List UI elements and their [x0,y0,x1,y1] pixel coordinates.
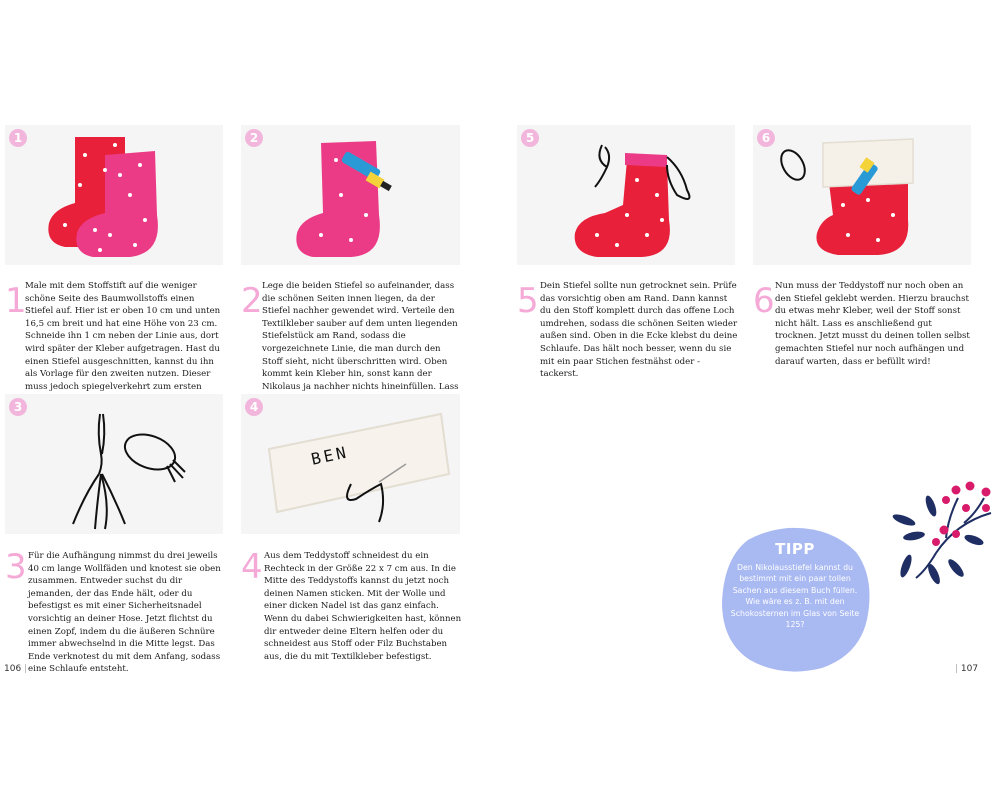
step-5-badge: 5 [521,129,539,147]
berry-sprig-decoration [886,478,996,588]
step-6-photo [753,125,971,265]
step-3-photo [5,394,223,534]
step-3-instructions: Für die Aufhängung nimmst du drei jeweils 40 cm lange Wollfäden und knotest sie oben zusammen. Entweder suchst du dir jemanden, der das Ende hält, oder du befestigst es mit einer Sicherheitsnadel vorsichtig an deiner Hose. Jetzt flichtst du einen Zopf, indem du die äußeren Schnüre immer abwechselnd in die Mitte legst. Das Ende verknotest du mit dem Anfang, sodass eine Schlaufe entsteht. [28,551,221,675]
tip-box [718,524,872,674]
step-6-instructions: Nun muss der Teddystoff nur noch oben an den Stiefel geklebt werden. Hierzu brauchst du etwas mehr Kleber, weil der Stoff sonst nicht hält. Lass es anschließend gut trocknen. Jetzt musst du deinen tollen selbst gemachten Stiefel nur noch aufhängen und darauf warten, dass er befüllt wird! [775,281,970,367]
step-2-instructions: Lege die beiden Stiefel so aufeinander, dass die schönen Seiten innen liegen, da der Stiefel nachher gewendet wird. Verteile den Textilkleber sauber auf dem unten liegenden Stiefelstück am Rand, sodass die vorgezeichnete Linie, die man durch den Stoff sieht, nicht überschritten wird. Oben kommt kein Kleber hin, sonst kann der Nikolaus ja nachher nichts hineinfüllen. Lass [262,281,459,392]
pink-stocking-with-glue-illustration [241,125,460,265]
step-6-badge: 6 [757,129,775,147]
embroidered-teddy-fabric-illustration [241,394,460,534]
tip-text: Den Nikolausstiefel kannst du bestimmt mit ein paar tollen Sachen aus diesem Buch füllen. Wie wäre es z. B. mit den Schokosternen im Glas von Seite 125? [730,563,860,630]
step-2-number: 2 [241,281,263,321]
step-5-number: 5 [517,281,539,321]
step-1-badge: 1 [9,129,27,147]
page-number-left [4,664,27,674]
page-number-right-value: 107 [960,664,979,674]
embroidered-name: BEN [309,442,351,469]
step-2-photo [241,125,460,265]
step-1-instructions: Male mit dem Stoffstift auf die weniger schöne Seite des Baumwollstoffs einen Stiefel auf. Hier ist er oben 10 cm und unten 16,5 cm breit und hat eine Höhe von 23 cm. Schneide ihn 1 cm neben der Linie aus, dort wird später der Kleber aufgetragen. Hast du einen Stiefel ausgeschnitten, kannst du ihn als Vorlage für den zweiten nutzen. Dieser muss jedoch spiegelverkehrt zum ersten [25,281,221,392]
page-number-separator: | [955,664,959,674]
step-1-photo [5,125,223,265]
step-3-number: 3 [5,547,27,587]
braided-wool-illustration [5,394,223,534]
stocking-with-teddy-cuff-illustration [753,125,971,265]
step-4-badge: 4 [245,398,263,416]
page-number-right [955,664,978,674]
step-4-number: 4 [241,547,263,587]
tip-title: TIPP [775,540,815,558]
step-6-number: 6 [753,281,775,321]
step-5-photo [517,125,735,265]
page-number-separator: | [24,664,28,674]
step-1-number: 1 [5,281,27,321]
step-2-badge: 2 [245,129,263,147]
step-4-photo [241,394,460,534]
step-4-instructions: Aus dem Teddystoff schneidest du ein Rechteck in der Größe 22 x 7 cm aus. In die Mitte des Teddystoffs kannst du jetzt noch deinen Namen sticken. Mit der Wolle und einer dicken Nadel ist das ganz einfach. Wenn du dabei Schwierigkeiten hast, können dir entweder deine Eltern helfen oder du schneidest aus Stoff oder Filz Buchstaben aus, die du mit Textilkleber befestigst. [264,551,462,662]
turned-stocking-with-loop-illustration [517,125,735,265]
step-3-badge: 3 [9,398,27,416]
two-fabric-stockings-illustration [5,125,223,265]
page-number-left-value: 106 [4,664,22,674]
step-5-instructions: Dein Stiefel sollte nun getrocknet sein. Prüfe das vorsichtig oben am Rand. Dann kannst du den Stoff komplett durch das offene Loch umdrehen, sodass die schönen Seiten wieder außen sind. Oben in die Ecke klebst du deine Schlaufe. Das hält noch besser, wenn du sie mit ein paar Stichen festnähst oder -tackerst. [540,281,738,380]
